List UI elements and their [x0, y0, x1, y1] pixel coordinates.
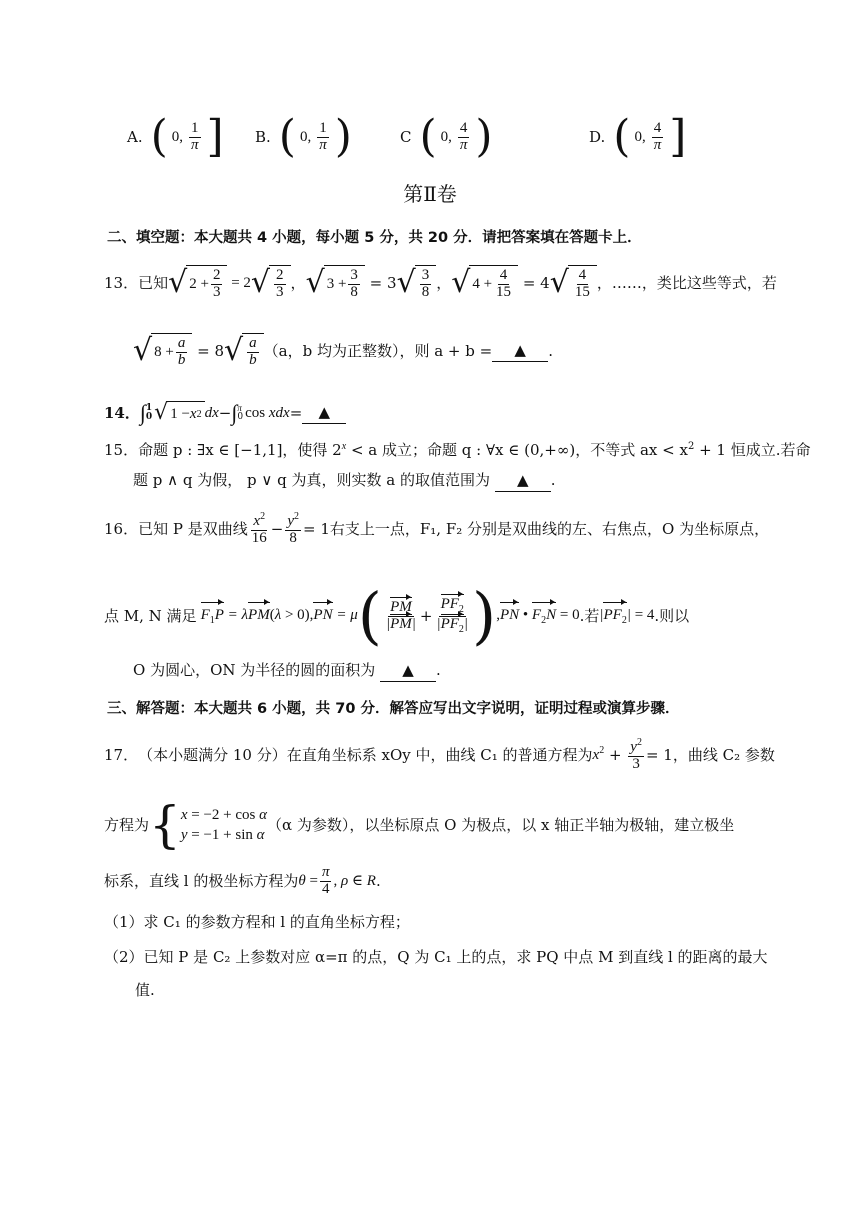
question-15-line1: 15．命题 p : ∃x ∈ [−1,1]，使得 $2^x < a$ 成立；命题 q : ∀x ∈ (0,+∞)，不等式 ax < $x^2 + 1$ 恒成立.若命 [104, 441, 811, 459]
open-paren: ( [150, 111, 168, 162]
solve-heading: 三、解答题：本大题共 6 小题，共 70 分．解答应写出文字说明，证明过程或演算步骤． [107, 701, 680, 717]
close-paren: ] [206, 111, 224, 162]
answer-blank: ▲ [495, 470, 551, 492]
question-17-line3: 标系，直线 l 的极坐标方程为 θ = $\frac{\pi}{4}$ , ρ ∈ R . [104, 864, 381, 897]
question-number: 15． [104, 441, 139, 459]
option-label: A. [127, 128, 143, 146]
fraction: $\frac{4}{\pi}$ [459, 119, 468, 153]
question-16-line2: 点 M, N 满足 $F_1P = \lambda PM(\lambda > 0),PN = \mu$ ( $\frac{PM}{|PM|}$ + $\frac{PF_2}{|PF_2|}$ ) ,PN • $F_2N = 0$ .若 $|PF_2| = 4$ .则以 [104, 579, 690, 652]
question-17-line1: 17． （本小题满分 10 分）在直角坐标系 xOy 中，曲线 C₁ 的普通方程为 $x^2$ + $\frac{y^2}{3}$ = 1 ，曲线 C₂ 参数 [104, 737, 775, 772]
question-17-part2-cont: 值. [135, 981, 155, 999]
question-15-line2: 题 p ∧ q 为假， p ∨ q 为真，则实数 a 的取值范围为 ▲ . [133, 470, 768, 492]
option-c: C ( 0, $\frac{4}{\pi}$ ) [400, 111, 493, 162]
option-d: D. ( 0, $\frac{4}{\pi}$ ] [589, 111, 687, 162]
option-label: B. [255, 128, 271, 146]
question-17-part2: （2）已知 P 是 C₂ 上参数对应 α=π 的点，Q 为 C₁ 上的点，求 PQ 中点 M 到直线 l 的距离的最大 [104, 948, 768, 966]
question-16-line3: O 为圆心，ON 为半径的圆的面积为 ▲ . [133, 660, 768, 682]
fraction: $\frac{1}{\pi}$ [319, 119, 327, 153]
option-b: B. ( 0, $\frac{1}{\pi}$ ) [255, 111, 352, 162]
question-number: 17． [104, 745, 139, 764]
answer-blank: ▲ [380, 660, 436, 682]
answer-blank: ▲ [492, 340, 548, 362]
answer-blank: ▲ [302, 402, 346, 424]
section-title: 第Ⅱ卷 [403, 182, 457, 206]
sqrt-expression: √ 2 + $\frac{2}{3}$ [168, 262, 227, 304]
question-17-part1: （1）求 C₁ 的参数方程和 l 的直角坐标方程； [104, 913, 410, 931]
question-number: 14． [104, 403, 140, 422]
question-16-line1: 16． 已知 P 是双曲线 $\frac{x^2}{16}$ − $\frac{y^2}{8}$ = 1 右支上一点，F₁, F₂ 分别是双曲线的左、右焦点，O 为坐标原点， [104, 511, 770, 546]
question-number: 16． [104, 519, 139, 538]
option-label: C [400, 128, 412, 146]
fraction: $\frac{4}{\pi}$ [653, 119, 662, 153]
fill-in-heading: 二、填空题：本大题共 4 小题，每小题 5 分，共 20 分．请把答案填在答题卡上． [107, 230, 642, 246]
option-a: A. ( 0, $\frac{1}{\pi}$ ] [127, 111, 224, 162]
fraction: $\frac{1}{\pi}$ [191, 119, 199, 153]
question-13-line1: 13． 已知 √ 2 + $\frac{2}{3}$ = 2 √ $\frac{2}{3}$ ， √ 3 + $\frac{3}{8}$ = 3 √ $\frac{3}{8}$ ， √ 4 + $\frac{4}{15}$ = 4 √ $\frac{4}{15}$ ，……，类比这些等式，若 [104, 262, 768, 304]
question-17-line2: 方程为 { x = −2 + cos α y = −1 + sin α （α 为参数），以坐标原点 O 为极点，以 x 轴正半轴为极轴，建立极坐 [104, 796, 735, 854]
option-label: D. [589, 128, 606, 146]
question-13-line2: √ 8 + $\frac{a}{b}$ = 8 √ $\frac{a}{b}$ （a，b 均为正整数），则 a + b = ▲ . [133, 333, 553, 368]
question-number: 13． [104, 273, 139, 292]
question-14: 14． ∫ 1 0 √ 1 − x 2 dx − ∫ π 0 cos xdx = ▲ [104, 398, 768, 429]
